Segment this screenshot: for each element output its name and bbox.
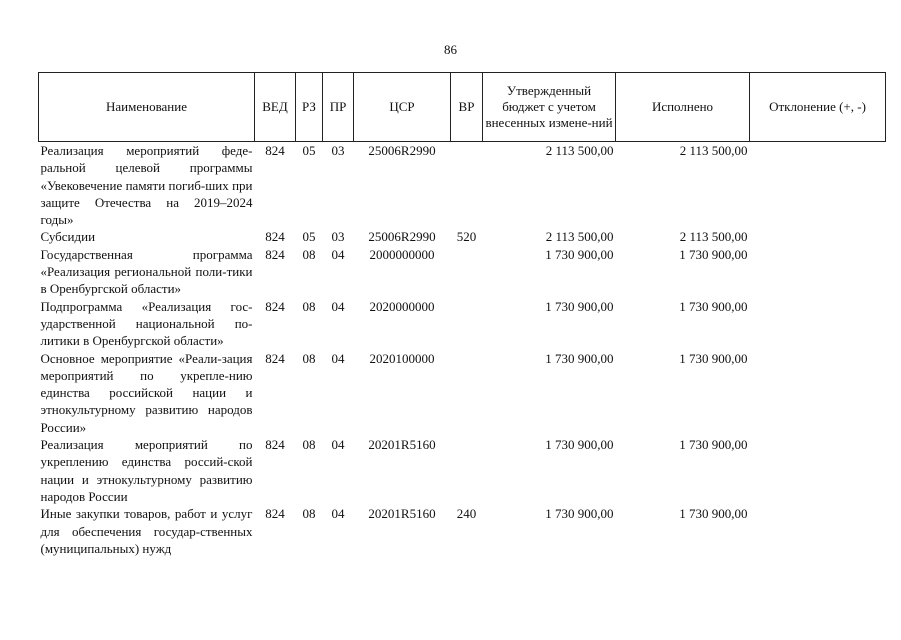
row-name: Иные закупки товаров, работ и услуг для обеспечения государ-ственных (муниципальных) нужд — [40, 506, 253, 556]
table-row — [39, 436, 886, 505]
row-executed: 1 730 900,00 — [679, 437, 748, 453]
row-deviation — [750, 505, 886, 557]
row-ved: 824 — [265, 143, 285, 158]
table-row — [39, 298, 886, 350]
row-deviation — [750, 246, 886, 298]
header-pr: ПР — [323, 73, 354, 142]
row-ved: 824 — [265, 437, 285, 453]
row-approved: 1 730 900,00 — [545, 350, 614, 366]
row-approved: 1 730 900,00 — [545, 506, 614, 522]
row-vr — [451, 246, 483, 298]
row-vr — [451, 436, 483, 505]
row-rz: 08 — [302, 298, 316, 314]
header-vr: ВР — [451, 73, 483, 142]
header-csr: ЦСР — [354, 73, 451, 142]
page-number: 86 — [444, 42, 457, 57]
header-ved: ВЕД — [255, 73, 296, 142]
row-vr — [451, 142, 483, 229]
table-row — [39, 142, 886, 229]
row-ved: 824 — [265, 229, 285, 245]
row-name: Реализация мероприятий феде-ральной целевой программы «Увековечение памяти погиб-ших при защите Отечества на 2019–2024 годы» — [40, 143, 253, 228]
row-csr: 25006R2990 — [368, 229, 436, 245]
row-ved: 824 — [265, 298, 285, 314]
row-rz: 08 — [302, 506, 316, 522]
row-executed: 2 113 500,00 — [679, 143, 748, 158]
row-name: Основное мероприятие «Реали-зация мероприятий по укрепле-нию единства российской нации и этнокультурному развитию народов России» — [40, 350, 253, 435]
row-csr: 20201R5160 — [368, 506, 436, 522]
header-executed: Исполнено — [616, 73, 750, 142]
row-approved: 2 113 500,00 — [545, 143, 614, 158]
header-rz: РЗ — [296, 73, 323, 142]
row-pr: 03 — [331, 229, 345, 245]
budget-table — [38, 72, 886, 557]
row-vr — [451, 350, 483, 436]
row-csr: 25006R2990 — [368, 143, 436, 158]
table-row — [39, 505, 886, 557]
row-pr: 04 — [331, 298, 345, 314]
header-deviation: Отклонение (+, -) — [750, 73, 886, 142]
row-ved: 824 — [265, 350, 285, 366]
header-name: Наименование — [39, 73, 255, 142]
row-pr: 04 — [331, 506, 345, 522]
row-name: Субсидии — [40, 229, 96, 245]
row-vr: 240 — [456, 506, 477, 522]
row-ved: 824 — [265, 506, 285, 522]
row-name: Государственная программа «Реализация региональной поли-тики в Оренбургской области» — [40, 246, 253, 297]
row-pr: 04 — [331, 437, 345, 453]
table-header-row — [39, 73, 886, 142]
table-row — [39, 246, 886, 298]
row-vr — [451, 298, 483, 350]
row-name: Подпрограмма «Реализация гос-ударственной национальной по-литики в Оренбургской области» — [40, 298, 253, 349]
row-csr: 20201R5160 — [368, 437, 436, 453]
row-csr: 2020100000 — [369, 350, 435, 366]
row-deviation — [750, 350, 886, 436]
row-approved: 1 730 900,00 — [545, 246, 614, 262]
row-approved: 2 113 500,00 — [545, 229, 614, 245]
row-rz: 08 — [302, 437, 316, 453]
row-executed: 1 730 900,00 — [679, 298, 748, 314]
row-name: Реализация мероприятий по укреплению единства россий-ской нации и этнокультурному развитию народов России — [40, 437, 253, 504]
row-deviation — [750, 228, 886, 245]
row-pr: 04 — [331, 350, 345, 366]
row-pr: 04 — [331, 246, 345, 262]
row-approved: 1 730 900,00 — [545, 298, 614, 314]
row-deviation — [750, 142, 886, 229]
row-rz: 08 — [302, 246, 316, 262]
row-csr: 2000000000 — [369, 246, 435, 262]
header-approved: Утвержденный бюджет с учетом внесенных измене-ний — [483, 73, 616, 142]
row-csr: 2020000000 — [369, 298, 435, 314]
row-rz: 05 — [302, 143, 316, 158]
table-row — [39, 228, 886, 245]
row-executed: 1 730 900,00 — [679, 350, 748, 366]
table-row — [39, 350, 886, 436]
row-approved: 1 730 900,00 — [545, 437, 614, 453]
row-deviation — [750, 436, 886, 505]
row-executed: 1 730 900,00 — [679, 506, 748, 522]
row-executed: 1 730 900,00 — [679, 246, 748, 262]
row-vr: 520 — [456, 229, 477, 245]
row-executed: 2 113 500,00 — [679, 229, 748, 245]
row-rz: 05 — [302, 229, 316, 245]
row-rz: 08 — [302, 350, 316, 366]
row-ved: 824 — [265, 246, 285, 262]
row-pr: 03 — [331, 143, 345, 158]
row-deviation — [750, 298, 886, 350]
